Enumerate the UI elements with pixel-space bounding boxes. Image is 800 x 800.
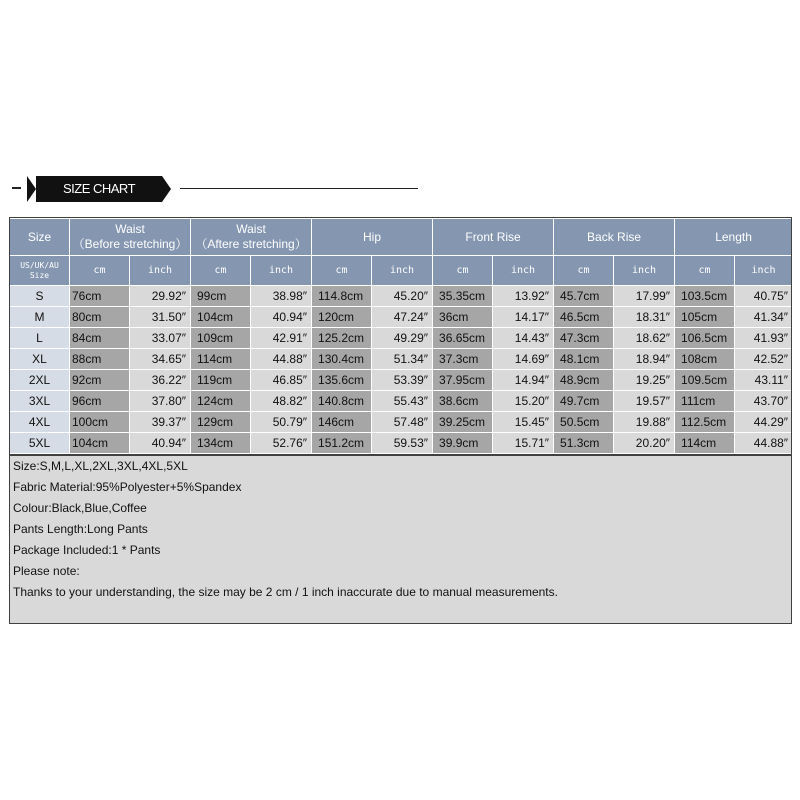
inch-value-cell: 14.43″ (493, 328, 554, 349)
cm-value-cell: 109cm (191, 328, 251, 349)
table-row (10, 307, 793, 328)
banner-title: SIZE CHART (36, 176, 162, 202)
hip-header: Hip (312, 219, 433, 256)
table-row (10, 349, 793, 370)
info-note-text: Thanks to your understanding, the size may be 2 cm / 1 inch inaccurate due to manual measurements. (13, 585, 558, 599)
unit-cm: cm (312, 256, 372, 286)
inch-value-cell: 41.93″ (735, 328, 793, 349)
group-line2: （Before stretching） (72, 237, 188, 251)
unit-inch: inch (372, 256, 433, 286)
size-table (9, 218, 793, 454)
cm-value-cell: 109.5cm (675, 370, 735, 391)
cm-value-cell: 99cm (191, 286, 251, 307)
inch-value-cell: 15.20″ (493, 391, 554, 412)
unit-cm: cm (675, 256, 735, 286)
inch-value-cell: 33.07″ (130, 328, 191, 349)
cm-value-cell: 37.95cm (433, 370, 493, 391)
cm-value-cell: 104cm (70, 433, 130, 454)
inch-value-cell: 18.31″ (614, 307, 675, 328)
cm-value-cell: 112.5cm (675, 412, 735, 433)
cm-value-cell: 124cm (191, 391, 251, 412)
inch-value-cell: 36.22″ (130, 370, 191, 391)
info-size-line: Size:S,M,L,XL,2XL,3XL,4XL,5XL (13, 459, 188, 473)
inch-value-cell: 18.62″ (614, 328, 675, 349)
cm-value-cell: 96cm (70, 391, 130, 412)
inch-value-cell: 29.92″ (130, 286, 191, 307)
inch-value-cell: 43.11″ (735, 370, 793, 391)
cm-value-cell: 104cm (191, 307, 251, 328)
cm-value-cell: 36cm (433, 307, 493, 328)
table-row (10, 370, 793, 391)
cm-value-cell: 48.1cm (554, 349, 614, 370)
inch-value-cell: 14.69″ (493, 349, 554, 370)
inch-value-cell: 57.48″ (372, 412, 433, 433)
unit-row (10, 256, 793, 286)
cm-value-cell: 39.9cm (433, 433, 493, 454)
inch-value-cell: 48.82″ (251, 391, 312, 412)
banner-left-notch (27, 176, 36, 202)
inch-value-cell: 40.94″ (130, 433, 191, 454)
cm-value-cell: 111cm (675, 391, 735, 412)
inch-value-cell: 51.34″ (372, 349, 433, 370)
inch-value-cell: 40.75″ (735, 286, 793, 307)
cm-value-cell: 76cm (70, 286, 130, 307)
table-row (10, 328, 793, 349)
length-header: Length (675, 219, 793, 256)
inch-value-cell: 42.91″ (251, 328, 312, 349)
banner-rule (180, 188, 418, 189)
cm-value-cell: 84cm (70, 328, 130, 349)
inch-value-cell: 49.29″ (372, 328, 433, 349)
unit-size-label: US/UK/AU Size (10, 256, 70, 286)
inch-value-cell: 14.17″ (493, 307, 554, 328)
inch-value-cell: 45.20″ (372, 286, 433, 307)
size-header: Size (10, 219, 70, 256)
group-line2: （Aftere stretching） (195, 237, 307, 251)
cm-value-cell: 103.5cm (675, 286, 735, 307)
cm-value-cell: 146cm (312, 412, 372, 433)
inch-value-cell: 19.25″ (614, 370, 675, 391)
inch-value-cell: 37.80″ (130, 391, 191, 412)
info-fabric-line: Fabric Material:95%Polyester+5%Spandex (13, 480, 242, 494)
size-cell: M (10, 307, 70, 328)
inch-value-cell: 41.34″ (735, 307, 793, 328)
cm-value-cell: 49.7cm (554, 391, 614, 412)
cm-value-cell: 140.8cm (312, 391, 372, 412)
group-line1: Waist (115, 222, 145, 236)
cm-value-cell: 39.25cm (433, 412, 493, 433)
unit-cm: cm (433, 256, 493, 286)
inch-value-cell: 59.53″ (372, 433, 433, 454)
cm-value-cell: 37.3cm (433, 349, 493, 370)
inch-value-cell: 52.76″ (251, 433, 312, 454)
inch-value-cell: 43.70″ (735, 391, 793, 412)
table-row (10, 391, 793, 412)
cm-value-cell: 106.5cm (675, 328, 735, 349)
unit-inch: inch (493, 256, 554, 286)
cm-value-cell: 35.35cm (433, 286, 493, 307)
inch-value-cell: 13.92″ (493, 286, 554, 307)
group-line1: Waist (236, 222, 266, 236)
info-note-heading: Please note: (13, 564, 80, 578)
inch-value-cell: 46.85″ (251, 370, 312, 391)
unit-inch: inch (251, 256, 312, 286)
inch-value-cell: 55.43″ (372, 391, 433, 412)
inch-value-cell: 20.20″ (614, 433, 675, 454)
inch-value-cell: 39.37″ (130, 412, 191, 433)
cm-value-cell: 45.7cm (554, 286, 614, 307)
waist-after-header (191, 219, 312, 256)
cm-value-cell: 151.2cm (312, 433, 372, 454)
inch-value-cell: 18.94″ (614, 349, 675, 370)
product-info-box (9, 455, 792, 624)
cm-value-cell: 36.65cm (433, 328, 493, 349)
cm-value-cell: 129cm (191, 412, 251, 433)
banner-dash (12, 187, 21, 189)
cm-value-cell: 50.5cm (554, 412, 614, 433)
inch-value-cell: 47.24″ (372, 307, 433, 328)
cm-value-cell: 130.4cm (312, 349, 372, 370)
size-cell: XL (10, 349, 70, 370)
unit-cm: cm (70, 256, 130, 286)
unit-inch: inch (735, 256, 793, 286)
size-chart-banner (0, 170, 800, 206)
info-package-line: Package Included:1 * Pants (13, 543, 161, 557)
cm-value-cell: 38.6cm (433, 391, 493, 412)
size-cell: 2XL (10, 370, 70, 391)
info-colour-line: Colour:Black,Blue,Coffee (13, 501, 147, 515)
cm-value-cell: 114cm (675, 433, 735, 454)
size-cell: L (10, 328, 70, 349)
table-row (10, 433, 793, 454)
cm-value-cell: 134cm (191, 433, 251, 454)
cm-value-cell: 92cm (70, 370, 130, 391)
size-cell: 3XL (10, 391, 70, 412)
inch-value-cell: 53.39″ (372, 370, 433, 391)
cm-value-cell: 100cm (70, 412, 130, 433)
cm-value-cell: 114cm (191, 349, 251, 370)
cm-value-cell: 48.9cm (554, 370, 614, 391)
unit-cm: cm (554, 256, 614, 286)
inch-value-cell: 40.94″ (251, 307, 312, 328)
inch-value-cell: 31.50″ (130, 307, 191, 328)
inch-value-cell: 19.57″ (614, 391, 675, 412)
size-cell: 5XL (10, 433, 70, 454)
size-cell: 4XL (10, 412, 70, 433)
inch-value-cell: 15.45″ (493, 412, 554, 433)
cm-value-cell: 114.8cm (312, 286, 372, 307)
info-length-line: Pants Length:Long Pants (13, 522, 148, 536)
cm-value-cell: 80cm (70, 307, 130, 328)
cm-value-cell: 51.3cm (554, 433, 614, 454)
inch-value-cell: 34.65″ (130, 349, 191, 370)
waist-before-header (70, 219, 191, 256)
front-rise-header: Front Rise (433, 219, 554, 256)
inch-value-cell: 15.71″ (493, 433, 554, 454)
back-rise-header: Back Rise (554, 219, 675, 256)
inch-value-cell: 44.88″ (735, 433, 793, 454)
header-row (10, 219, 793, 256)
unit-inch: inch (614, 256, 675, 286)
cm-value-cell: 88cm (70, 349, 130, 370)
cm-value-cell: 119cm (191, 370, 251, 391)
inch-value-cell: 14.94″ (493, 370, 554, 391)
inch-value-cell: 44.88″ (251, 349, 312, 370)
table-row (10, 412, 793, 433)
inch-value-cell: 38.98″ (251, 286, 312, 307)
size-cell: S (10, 286, 70, 307)
table-body (10, 286, 793, 454)
banner-right-notch (162, 176, 171, 202)
cm-value-cell: 105cm (675, 307, 735, 328)
cm-value-cell: 47.3cm (554, 328, 614, 349)
cm-value-cell: 46.5cm (554, 307, 614, 328)
inch-value-cell: 17.99″ (614, 286, 675, 307)
cm-value-cell: 120cm (312, 307, 372, 328)
unit-cm: cm (191, 256, 251, 286)
unit-inch: inch (130, 256, 191, 286)
cm-value-cell: 125.2cm (312, 328, 372, 349)
cm-value-cell: 135.6cm (312, 370, 372, 391)
inch-value-cell: 42.52″ (735, 349, 793, 370)
table-row (10, 286, 793, 307)
inch-value-cell: 50.79″ (251, 412, 312, 433)
cm-value-cell: 108cm (675, 349, 735, 370)
inch-value-cell: 19.88″ (614, 412, 675, 433)
inch-value-cell: 44.29″ (735, 412, 793, 433)
